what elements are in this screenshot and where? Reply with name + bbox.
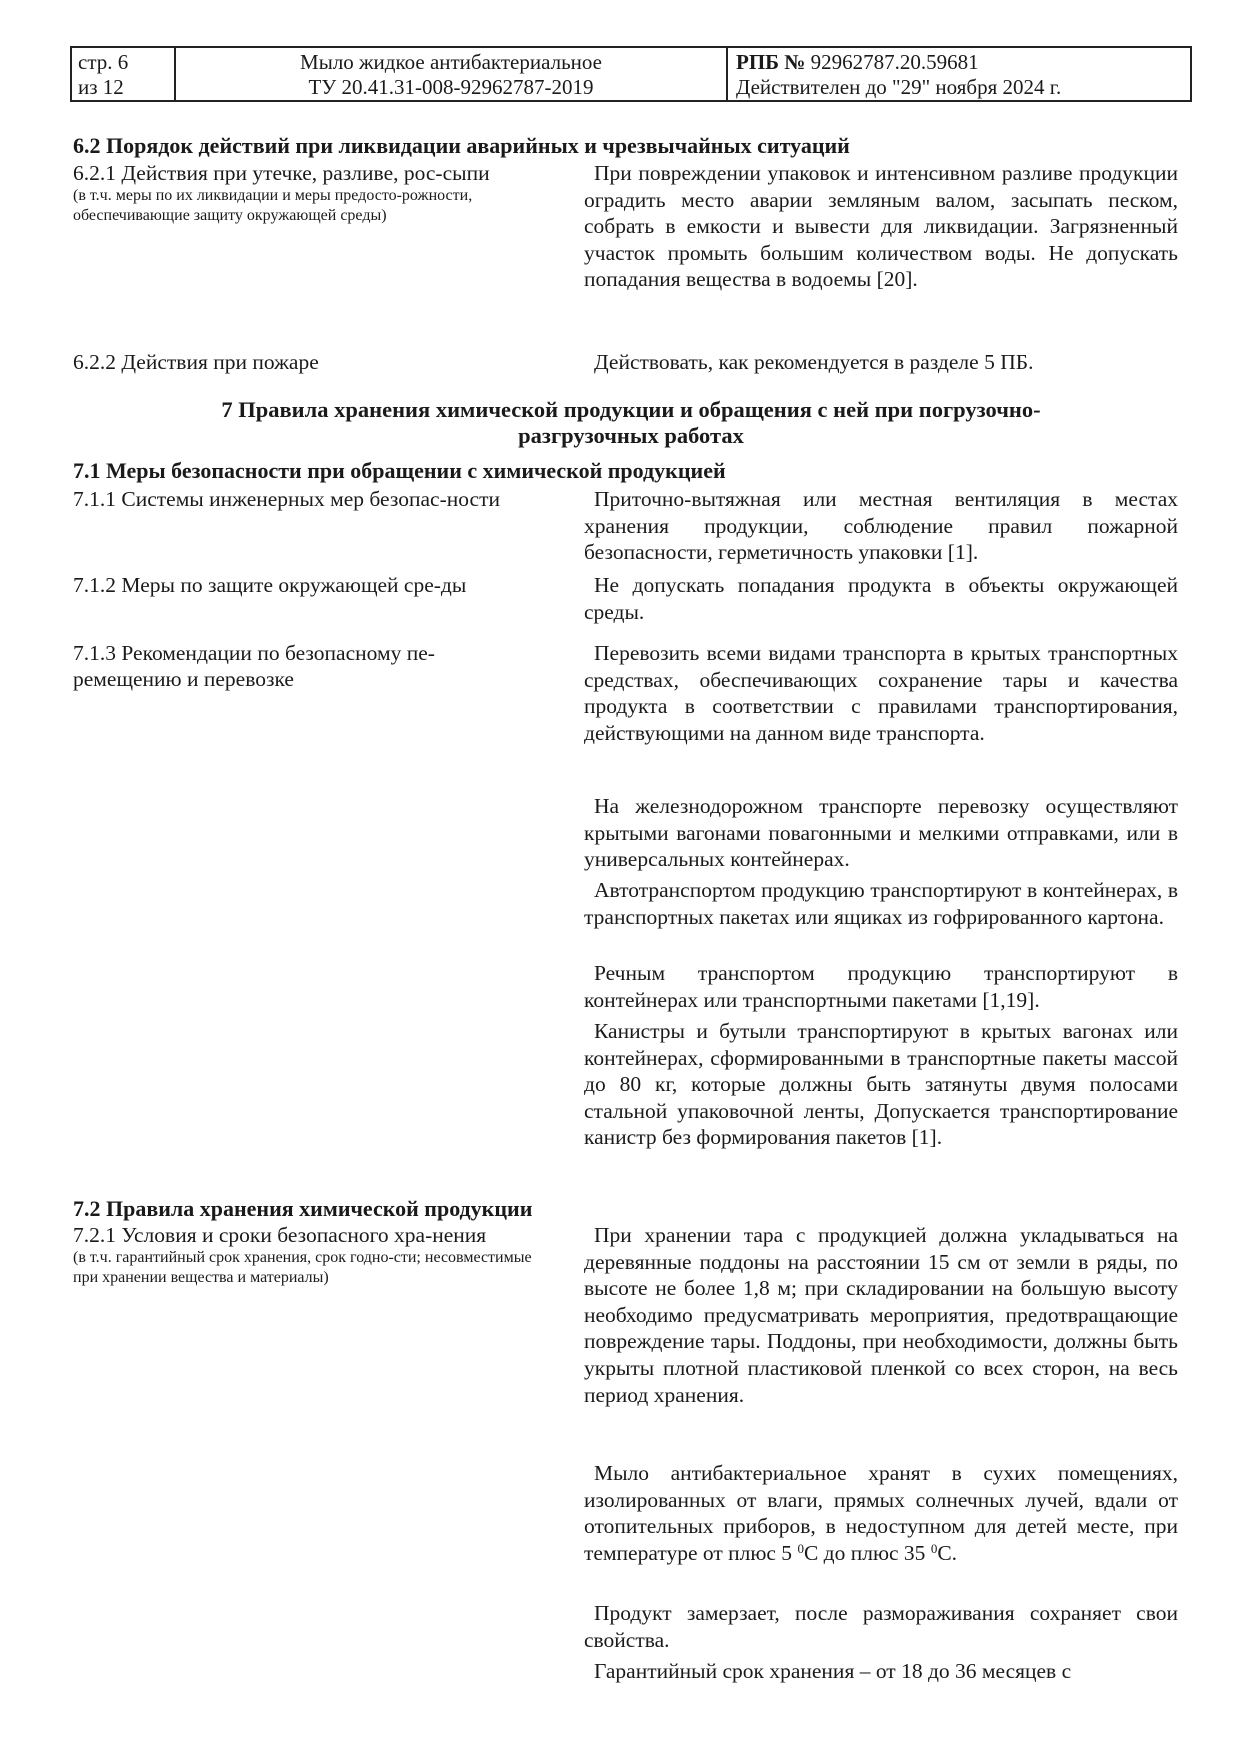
page-total: из 12 bbox=[78, 75, 124, 99]
item-7-1-3-para-4: Речным транспортом продукцию транспортируют в контейнерах или транспортными пакетами [1,19]. bbox=[584, 961, 1178, 1012]
item-7-2-1-label bbox=[73, 1222, 533, 1288]
item-label: 7.2.1 Условия и сроки безопасного хра-нения bbox=[73, 1223, 487, 1247]
storage-text: Мыло антибактериальное хранят в сухих помещениях, изолированных от влаги, прямых солнечных лучей, вдали от отопительных приборов, в недоступном для детей месте, при температуре от плюс 5 bbox=[584, 1461, 1178, 1565]
product-cell bbox=[176, 48, 728, 100]
section-7-heading bbox=[70, 397, 1192, 449]
tu-code: ТУ 20.41.31-008-92962787-2019 bbox=[308, 75, 594, 99]
item-7-1-1-label: 7.1.1 Системы инженерных мер безопас-ности bbox=[73, 487, 500, 511]
section-7-title-line1: 7 Правила хранения химической продукции и обращения с ней при погрузочно- bbox=[221, 397, 1041, 422]
item-note: (в т.ч. меры по их ликвидации и меры предосто-рожности, обеспечивающие защиту окружающей среды) bbox=[73, 187, 473, 224]
section-6-2-heading: 6.2 Порядок действий при ликвидации аварийных и чрезвычайных ситуаций bbox=[73, 133, 850, 158]
rpb-number: 92962787.20.59681 bbox=[810, 50, 979, 74]
item-6-2-2-label: 6.2.2 Действия при пожаре bbox=[73, 350, 319, 374]
item-7-1-1-text: Приточно-вытяжная или местная вентиляция в местах хранения продукции, соблюдение правил пожарной безопасности, герметичность упаковки [1]. bbox=[584, 487, 1178, 565]
page-header-table bbox=[70, 46, 1192, 102]
item-7-2-1-para-2 bbox=[584, 1460, 1178, 1566]
rpb-cell bbox=[728, 48, 1190, 100]
section-7-title-line2: разгрузочных работах bbox=[518, 423, 744, 448]
item-7-1-3-label: 7.1.3 Рекомендации по безопасному пе-ремещению и перевозке bbox=[73, 641, 435, 691]
page-number: стр. 6 bbox=[78, 50, 129, 74]
degree-sup: 0 bbox=[930, 1540, 938, 1556]
item-note: (в т.ч. гарантийный срок хранения, срок годно-сти; несовместимые при хранении вещества и материалы) bbox=[73, 1249, 532, 1286]
item-7-1-3-para-2: На железнодорожном транспорте перевозку осуществляют крытыми вагонами повагонными и мелкими отправками, или в универсальных контейнерах. bbox=[584, 794, 1178, 872]
temp-unit: С bbox=[803, 1540, 819, 1565]
item-7-1-2-text: Не допускать попадания продукта в объекты окружающей среды. bbox=[584, 573, 1178, 624]
page-number-cell bbox=[72, 48, 176, 100]
rpb-label: РПБ № bbox=[736, 50, 806, 74]
section-7-1-heading: 7.1 Меры безопасности при обращении с химической продукцией bbox=[73, 458, 726, 483]
item-7-2-1-para-1: При хранении тара с продукцией должна укладываться на деревянные поддоны на расстоянии 15 см от земли в ряды, по высоте не более 1,8 м; при складировании на большую высоту необходимо предусматривать мероприятия, предотвращающие повреждение тары. Поддоны, при необходимости, должны быть укрыты плотной пластиковой пленкой со всех сторон, на весь период хранения. bbox=[584, 1223, 1178, 1407]
item-6-2-1-text: При повреждении упаковок и интенсивном разливе продукции оградить место аварии земляным валом, засыпать песком, собрать в емкости и вывести для ликвидации. Загрязненный участок промыть большим количеством воды. Не допускать попадания вещества в водоемы [20]. bbox=[584, 161, 1178, 292]
item-7-1-3-para-3: Автотранспортом продукцию транспортируют в контейнерах, в транспортных пакетах или ящиках из гофрированного картона. bbox=[584, 878, 1178, 929]
item-6-2-2-text: Действовать, как рекомендуется в разделе 5 ПБ. bbox=[594, 350, 1034, 374]
item-7-1-3-para-5: Канистры и бутыли транспортируют в крытых вагонах или контейнерах, сформированными в транспортные пакеты массой до 80 кг, которые должны быть затянуты двумя полосами стальной упаковочной ленты, Допускается транспортирование канистр без формирования пакетов [1]. bbox=[584, 1019, 1178, 1150]
temp-end: С. bbox=[937, 1540, 958, 1565]
degree-sup: 0 bbox=[797, 1540, 804, 1556]
section-7-2-heading: 7.2 Правила хранения химической продукции bbox=[73, 1196, 533, 1221]
item-7-1-3-para-1: Перевозить всеми видами транспорта в крытых транспортных средствах, обеспечивающих сохранение тары и качества продукта в соответствии с правилами транспортирования, действующими на данном виде транспорта. bbox=[584, 641, 1178, 745]
item-7-2-1-para-4: Гарантийный срок хранения – от 18 до 36 месяцев с bbox=[594, 1659, 1072, 1683]
item-7-2-1-para-3: Продукт замерзает, после размораживания сохраняет свои свойства. bbox=[584, 1601, 1178, 1652]
item-6-2-1-label bbox=[73, 160, 533, 226]
item-label: 6.2.1 Действия при утечке, разливе, рос-сыпи bbox=[73, 161, 490, 185]
product-name: Мыло жидкое антибактериальное bbox=[300, 50, 602, 74]
item-7-1-2-label: 7.1.2 Меры по защите окружающей сре-ды bbox=[73, 573, 467, 597]
valid-until: Действителен до "29" ноября 2024 г. bbox=[736, 75, 1062, 99]
temp-mid: до плюс 35 bbox=[818, 1540, 931, 1565]
